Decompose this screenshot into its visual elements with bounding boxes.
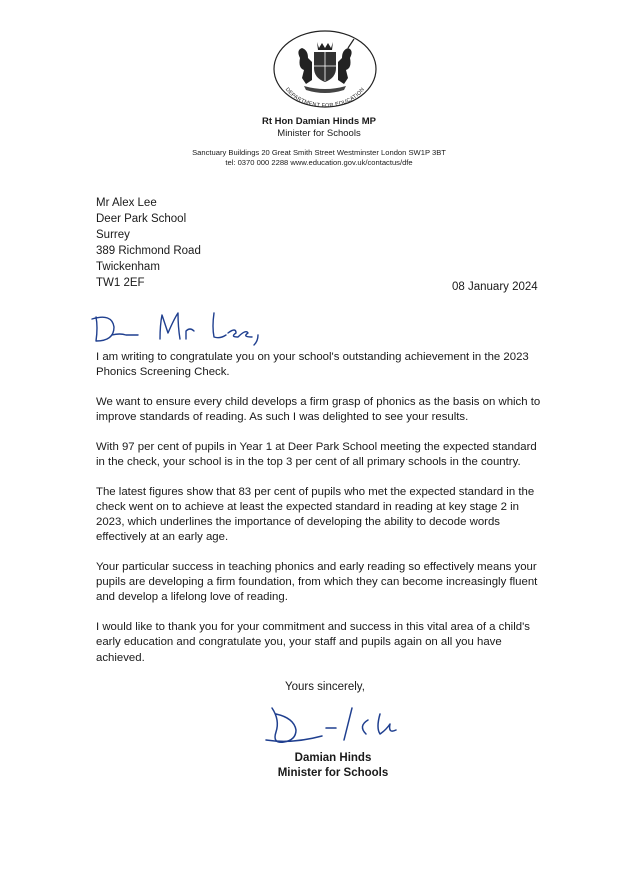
sender-address: Sanctuary Buildings 20 Great Smith Street Westminster London SW1P 3BT (192, 148, 446, 157)
body-paragraph: I am writing to congratulate you on your school's outstanding achievement in the 2023 Phonics Screening Check. (96, 351, 529, 379)
body-paragraph: Your particular success in teaching phonics and early reading so effectively means your pupils are developing a firm foundation, from which they can become increasingly fluent and develop a lifelong love of reading. (96, 561, 538, 604)
crest-department-text: DEPARTMENT FOR EDUCATION (283, 86, 367, 110)
body-paragraph: We want to ensure every child develops a firm grasp of phonics as the basis on which to improve standards of reading. As such I was delighted to see your results. (96, 395, 541, 424)
recipient-line: Twickenham (96, 261, 160, 273)
body-paragraph: I would like to thank you for your commitment and success in this vital area of a child's early education and congratulate you, your staff and pupils again on all you have achieved. (96, 621, 530, 664)
closing: Yours sincerely, (285, 681, 365, 693)
handwritten-signature (262, 700, 412, 750)
recipient-line: TW1 2EF (96, 277, 145, 289)
royal-coat-of-arms-icon (270, 28, 380, 110)
letter-date: 08 January 2024 (452, 281, 538, 293)
sender-name: Rt Hon Damian Hinds MP (261, 116, 376, 127)
sender-role: Minister for Schools (277, 128, 361, 139)
recipient-line: Surrey (96, 229, 130, 241)
signer-role: Minister for Schools (277, 767, 389, 779)
signer-name: Damian Hinds (294, 752, 372, 764)
recipient-line: Mr Alex Lee (96, 197, 157, 209)
letter-body (96, 350, 542, 680)
body-paragraph: With 97 per cent of pupils in Year 1 at Deer Park School meeting the expected standard in the check, your school is in the top 3 per cent of all primary schools in the country. (96, 440, 537, 469)
recipient-line: Deer Park School (96, 213, 187, 225)
handwritten-salutation (90, 305, 280, 349)
sender-contact: tel: 0370 000 2288 www.education.gov.uk/contactus/dfe (225, 158, 413, 167)
body-paragraph: The latest figures show that 83 per cent of pupils who met the expected standard in the check went on to achieve at least the expected standard in reading at key stage 2 in 2023, which underlines the importance of developing the ability to decode words effectively at an early age. (96, 485, 535, 544)
recipient-address (96, 195, 201, 291)
recipient-line: 389 Richmond Road (96, 245, 201, 257)
